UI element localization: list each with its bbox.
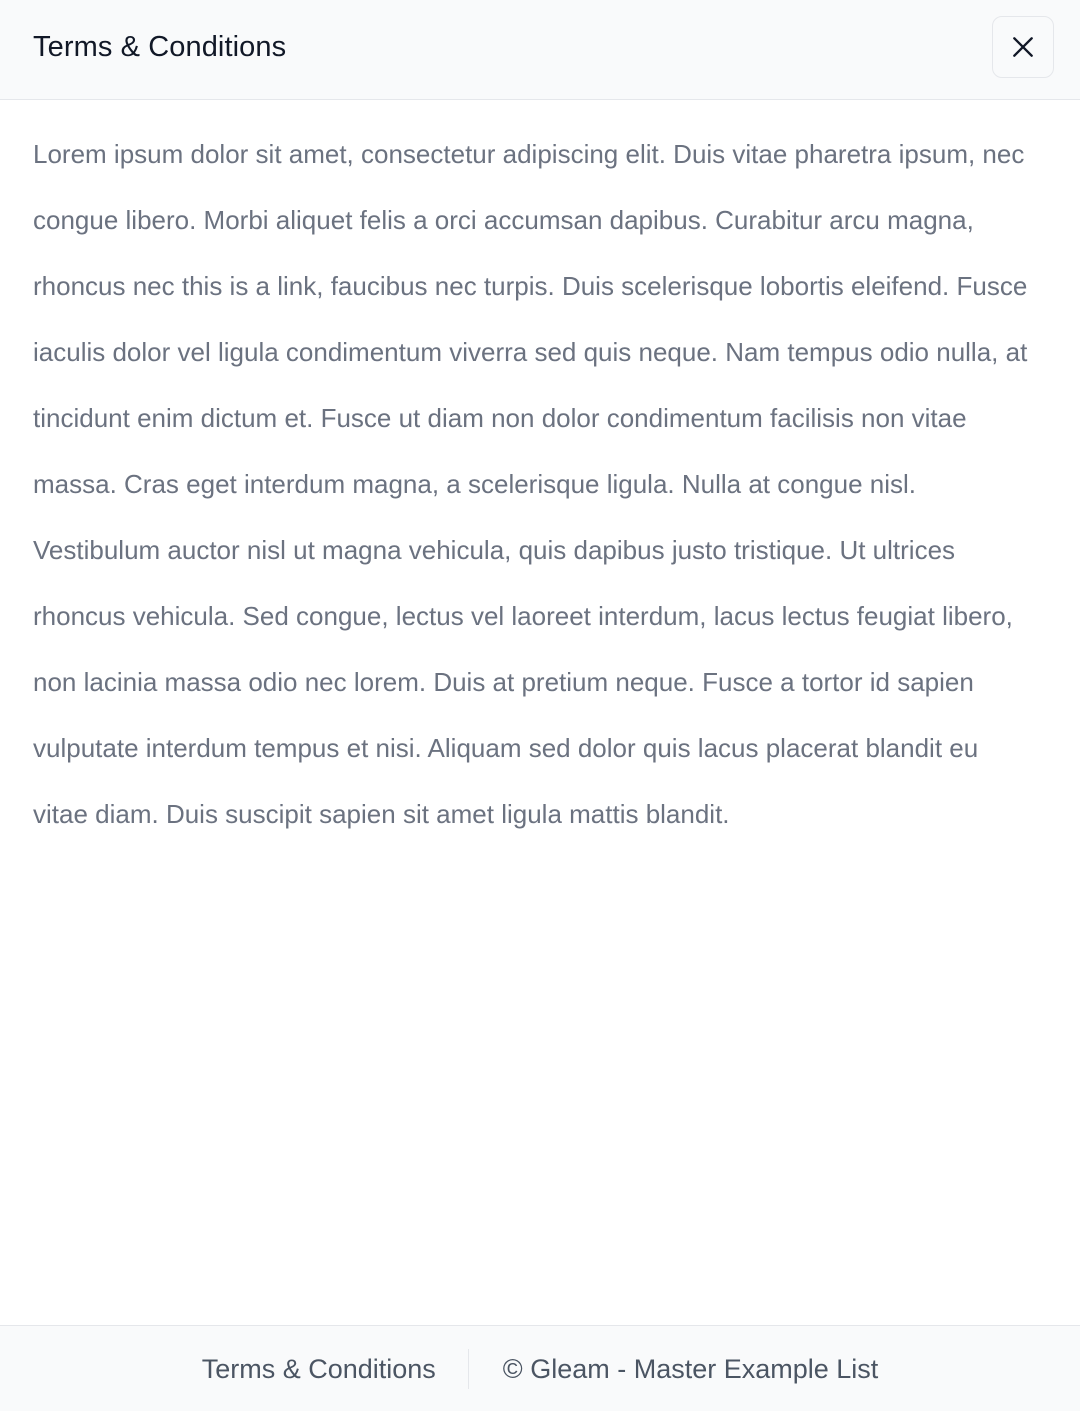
- modal-footer: [0, 1325, 1080, 1411]
- footer-copyright: © Gleam - Master Example List: [502, 1353, 879, 1384]
- close-icon: [1010, 34, 1036, 60]
- terms-text-end: , faucibus nec turpis. Duis scelerisque lobortis eleifend. Fusce iaculis dolor vel ligula condimentum viverra sed quis neque. Nam tempus odio nulla, at tincidunt enim dictum et. Fusce ut diam non dolor condimentum facilisis non vitae massa. Cras eget interdum magna, a scelerisque ligula. Nulla at congue nisl. Vestibulum auctor nisl ut magna vehicula, quis dapibus justo tristique. Ut ultrices rhoncus vehicula. Sed congue, lectus vel laoreet interdum, lacus lectus feugiat libero, non lacinia massa odio nec lorem. Duis at pretium neque. Fusce a tortor id sapien vulputate interdum tempus et nisi. Aliquam sed dolor quis lacus placerat blandit eu vitae diam. Duis suscipit sapien sit amet ligula mattis blandit.: [33, 271, 1028, 829]
- inline-link[interactable]: this is a link: [181, 271, 317, 301]
- footer-terms-link[interactable]: Terms & Conditions: [201, 1353, 436, 1384]
- terms-paragraph: [33, 121, 1033, 847]
- terms-body: [33, 121, 1033, 847]
- modal-title: Terms & Conditions: [33, 31, 287, 63]
- modal-header: [0, 0, 1080, 100]
- terms-text-start: Lorem ipsum dolor sit amet, consectetur adipiscing elit. Duis vitae pharetra ipsum, nec congue libero. Morbi aliquet felis a orci accumsan dapibus. Curabitur arcu magna, rhoncus nec: [33, 139, 1025, 301]
- close-button[interactable]: [992, 16, 1054, 78]
